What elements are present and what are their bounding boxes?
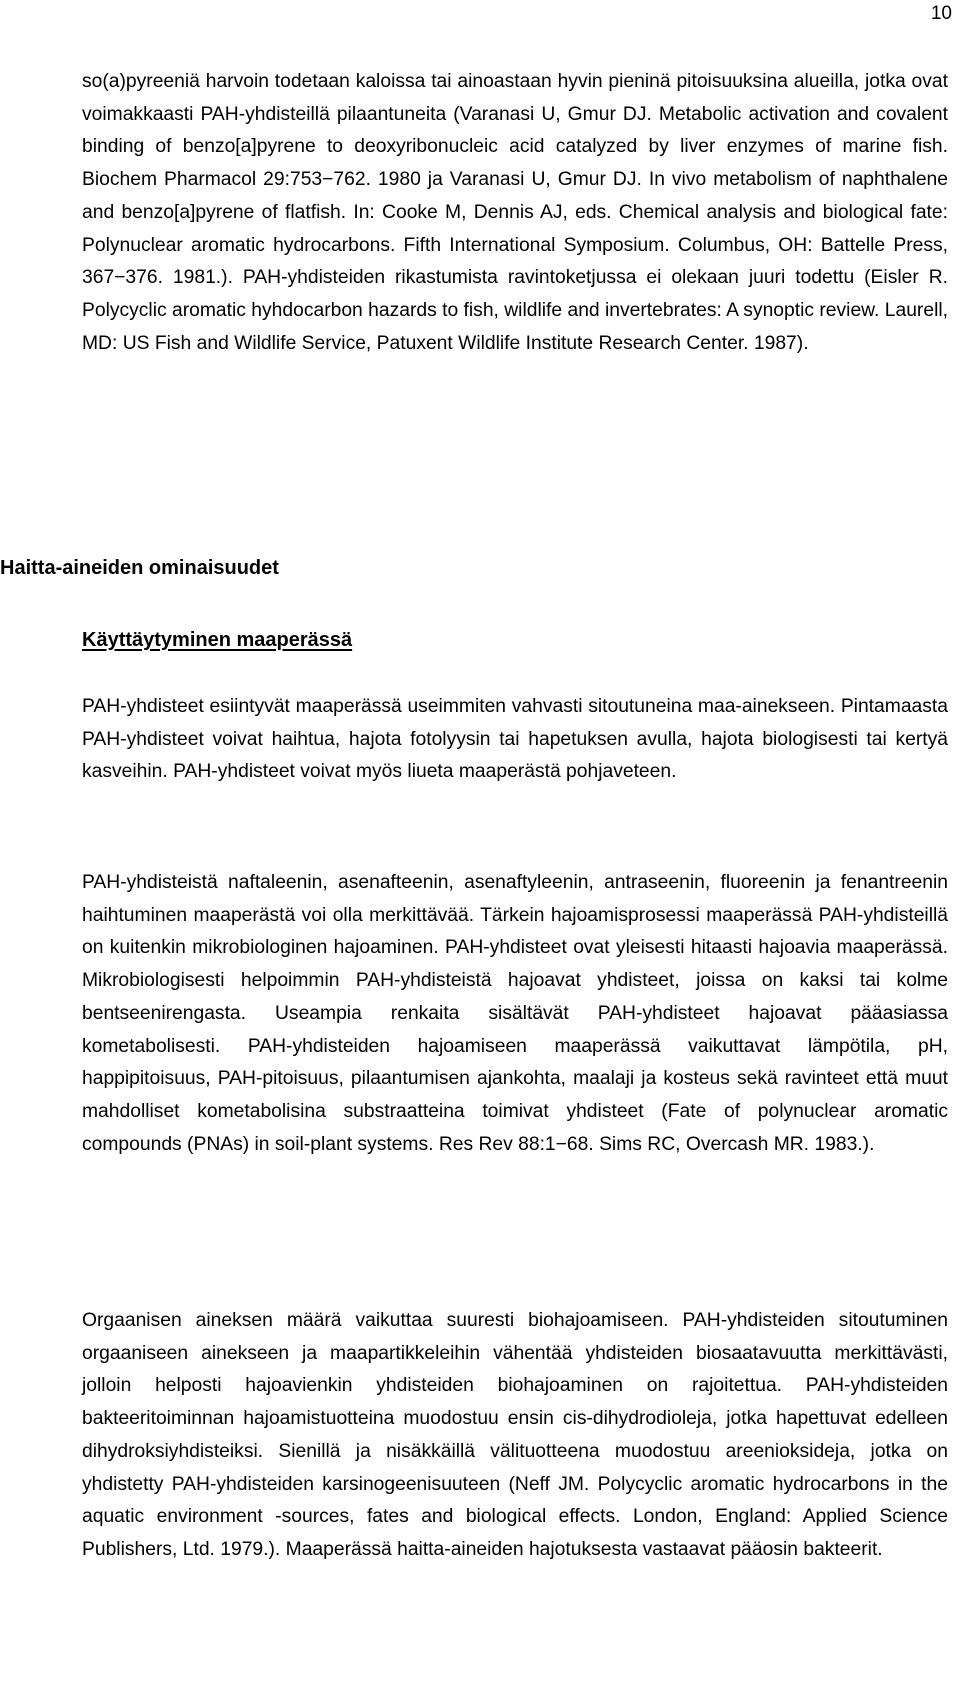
paragraph-organic-matter: Orgaanisen aineksen määrä vaikuttaa suuresti biohajoamiseen. PAH-yhdisteiden sitoutuminen orgaaniseen ainekseen ja maapartikkeleihin vähentää yhdisteiden biosaatavuutta merkittävästi, jolloin helposti hajoavienkin yhdisteiden biohajoaminen on rajoitettua. PAH-yhdisteiden bakteeritoiminnan hajoamistuotteina muodostuu ensin cis-dihydrodioleja, jotka hapettuvat edelleen dihydroksiyhdisteiksi. Sienillä ja nisäkkäillä välituotteena muodostuu areenioksideja, jotka on yhdistetty PAH-yhdisteiden karsinogeenisuuteen (Neff JM. Polycyclic aromatic hydrocarbons in the aquatic environment -sources, fates and biological effects. London, England: Applied Science Publishers, Ltd. 1979.). Maaperässä haitta-aineiden hajotuksesta vastaavat pääosin bakteerit. <box>82 1310 948 1560</box>
paragraph-degradation: PAH-yhdisteistä naftaleenin, asenafteenin, asenaftyleenin, antraseenin, fluoreenin ja fenantreenin haihtuminen maaperästä voi olla merkittävää. Tärkein hajoamisprosessi maaperässä PAH-yhdisteillä on kuitenkin mikrobiologinen hajoaminen. PAH-yhdisteet ovat yleisesti hitaasti hajoavia maaperässä. Mikrobiologisesti helpoimmin PAH-yhdisteistä hajoavat yhdisteet, joissa on kaksi tai kolme bentseenirengasta. Useampia renkaita sisältävät PAH-yhdisteet hajoavat pääasiassa kometabolisesti. PAH-yhdisteiden hajoamiseen maaperässä vaikuttavat lämpötila, pH, happipitoisuus, PAH-pitoisuus, pilaantumisen ajankohta, maalaji ja kosteus sekä ravinteet että muut mahdolliset kometabolisina substraatteina toimivat yhdisteet (Fate of polynuclear aromatic compounds (PNAs) in soil-plant systems. Res Rev 88:1−68. Sims RC, Overcash MR. 1983.). <box>82 872 948 1155</box>
page-number: 10 <box>930 3 952 24</box>
paragraph-intro: so(a)pyreeniä harvoin todetaan kaloissa tai ainoastaan hyvin pieninä pitoisuuksina alueilla, jotka ovat voimakkaasti PAH-yhdisteillä pilaantuneita (Varanasi U, Gmur DJ. Metabolic activation and covalent binding of benzo[a]pyrene to deoxyribonucleic acid catalyzed by liver enzymes of marine fish. Biochem Pharmacol 29:753−762. 1980 ja Varanasi U, Gmur DJ. In vivo metabolism of naphthalene and benzo[a]pyrene of flatfish. In: Cooke M, Dennis AJ, eds. Chemical analysis and biological fate: Polynuclear aromatic hydrocarbons. Fifth International Symposium. Columbus, OH: Battelle Press, 367−376. 1981.). PAH-yhdisteiden rikastumista ravintoketjussa ei olekaan juuri todettu (Eisler R. Polycyclic aromatic hyhdocarbon hazards to fish, wildlife and invertebrates: A synoptic review. Laurell, MD: US Fish and Wildlife Service, Patuxent Wildlife Institute Research Center. 1987). <box>82 71 948 354</box>
subsection-heading: Käyttäytyminen maaperässä <box>82 629 353 651</box>
section-heading: Haitta-aineiden ominaisuudet <box>0 557 279 579</box>
paragraph-soil-binding: PAH-yhdisteet esiintyvät maaperässä useimmiten vahvasti sitoutuneina maa-ainekseen. Pintamaasta PAH-yhdisteet voivat haihtua, hajota fotolyysin tai hapetuksen avulla, hajota biologisesti tai kertyä kasveihin. PAH-yhdisteet voivat myös liueta maaperästä pohjaveteen. <box>82 696 948 783</box>
